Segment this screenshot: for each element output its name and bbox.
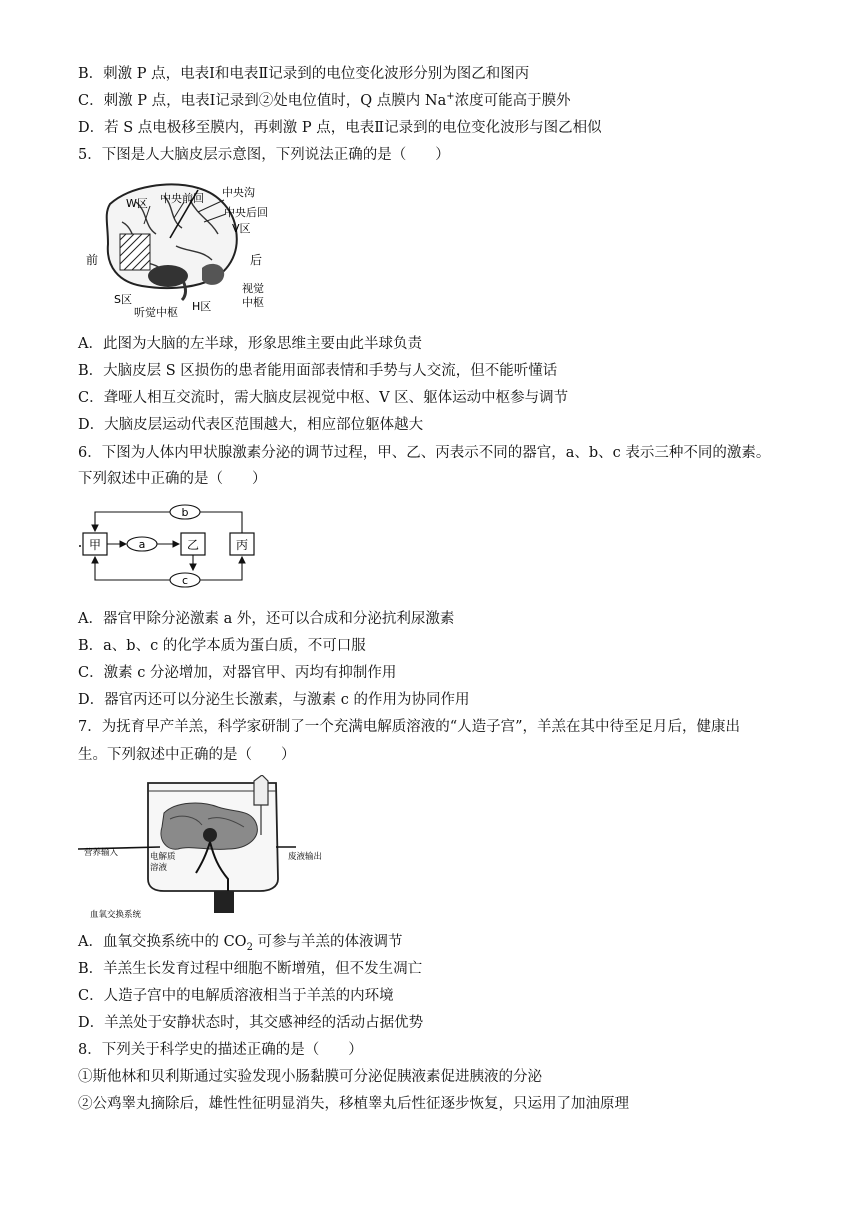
label-visual-2: 中枢 [242, 296, 264, 309]
dot-mark [79, 545, 81, 547]
option-7b: B．羊羔生长发育过程中细胞不断增殖，但不发生凋亡 [78, 961, 423, 977]
temporal-dark-region [148, 265, 188, 287]
label-blood-oxygen: 血氧交换系统 [90, 910, 142, 920]
question-7-stem: 7．为抚育早产羊羔，科学家研制了一个充满电解质溶液的“人造子宫”，羊羔在其中待至足月后，健康出 [78, 719, 741, 735]
iv-bag [254, 775, 268, 805]
line-bing-b [200, 512, 242, 533]
label-central-sulcus: 中央沟 [222, 186, 255, 199]
option-7a [78, 932, 403, 952]
label-precentral: 中央前回 [160, 192, 204, 205]
superscript-plus: + [446, 91, 455, 103]
option-7c: C．人造子宫中的电解质溶液相当于羊羔的内环境 [78, 988, 394, 1004]
label-auditory: 听觉中枢 [134, 306, 178, 319]
hormone-regulation-diagram [78, 500, 268, 594]
option-4d: D．若 S 点电极移至膜内，再刺激 P 点，电表Ⅱ记录到的电位变化波形与图乙相似 [78, 120, 602, 136]
label-electrolyte-2: 溶液 [150, 863, 168, 873]
label-b: b [181, 506, 189, 519]
label-c: c [181, 574, 189, 587]
option-5b: B．大脑皮层 S 区损伤的患者能用面部表情和手势与人交流，但不能听懂话 [78, 363, 558, 379]
arrow-c-bing [200, 557, 242, 580]
arrow-b-jia [95, 512, 170, 531]
label-v-area: V区 [232, 222, 251, 235]
question-6-stem: 6．下图为人体内甲状腺激素分泌的调节过程，甲、乙、丙表示不同的器官，a、b、c 表示三种不同的激素。 [78, 445, 771, 461]
question-7-stem-2: 生。下列叙述中正确的是（ ） [78, 747, 296, 763]
label-front: 前 [86, 253, 99, 267]
umbilical-port [203, 828, 217, 842]
label-jia: 甲 [88, 538, 102, 552]
option-7d: D．羊羔处于安静状态时，其交感神经的活动占据优势 [78, 1015, 424, 1031]
statement-8-1: ①斯他林和贝利斯通过实验发现小肠黏膜可分泌促胰液素促进胰液的分泌 [78, 1069, 542, 1085]
option-6c: C．激素 c 分泌增加，对器官甲、丙均有抑制作用 [78, 665, 397, 681]
label-nutrient-input: 营养输入 [84, 848, 119, 858]
option-5d: D．大脑皮层运动代表区范围越大，相应部位躯体越大 [78, 417, 424, 433]
option-4c-text-2: 浓度可能高于膜外 [454, 93, 571, 109]
option-4b: B．刺激 P 点，电表Ⅰ和电表Ⅱ记录到的电位变化波形分别为图乙和图丙 [78, 66, 530, 82]
option-4c [78, 91, 571, 111]
label-s-area: S区 [114, 293, 132, 306]
label-a: a [138, 538, 146, 551]
artificial-womb-figure [78, 775, 330, 921]
hatched-w-region [120, 234, 150, 270]
statement-8-2: ②公鸡睾丸摘除后，雄性性征明显消失，移植睾丸后性征逐步恢复，只运用了加油原理 [78, 1096, 629, 1112]
label-h-area: H区 [192, 300, 212, 313]
label-back: 后 [250, 253, 263, 267]
blood-oxygen-unit [214, 891, 234, 913]
label-w-area: W区 [126, 197, 148, 210]
option-4c-text-1: C．刺激 P 点，电表Ⅰ记录到②处电位值时，Q 点膜内 Na [78, 93, 447, 109]
option-7a-text-2: 可参与羊羔的体液调节 [252, 934, 403, 950]
option-6b: B．a、b、c 的化学本质为蛋白质，不可口服 [78, 638, 366, 654]
label-yi: 乙 [186, 538, 200, 552]
option-5c: C．聋哑人相互交流时，需大脑皮层视觉中枢、V 区、躯体运动中枢参与调节 [78, 390, 569, 406]
arrow-c-jia [95, 557, 170, 580]
question-6-stem-2: 下列叙述中正确的是（ ） [78, 471, 267, 487]
brain-cortex-figure [78, 172, 278, 324]
option-5a: A．此图为大脑的左半球，形象思维主要由此半球负责 [78, 336, 422, 352]
label-electrolyte-1: 电解质 [150, 852, 176, 862]
option-7a-text-1: A．血氧交换系统中的 CO [78, 934, 247, 950]
subscript-2: 2 [246, 941, 253, 953]
question-8-stem: 8．下列关于科学史的描述正确的是（ ） [78, 1042, 363, 1058]
option-6d: D．器官丙还可以分泌生长激素，与激素 c 的作用为协同作用 [78, 692, 470, 708]
label-bing: 丙 [235, 538, 249, 552]
option-6a: A．器官甲除分泌激素 a 外，还可以合成和分泌抗利尿激素 [78, 611, 455, 627]
label-visual-1: 视觉 [242, 282, 264, 295]
label-waste-output: 废液输出 [288, 852, 323, 862]
label-postcentral: 中央后回 [224, 206, 268, 219]
question-5-stem: 5．下图是人大脑皮层示意图，下列说法正确的是（ ） [78, 147, 450, 163]
cerebellum [202, 264, 224, 285]
